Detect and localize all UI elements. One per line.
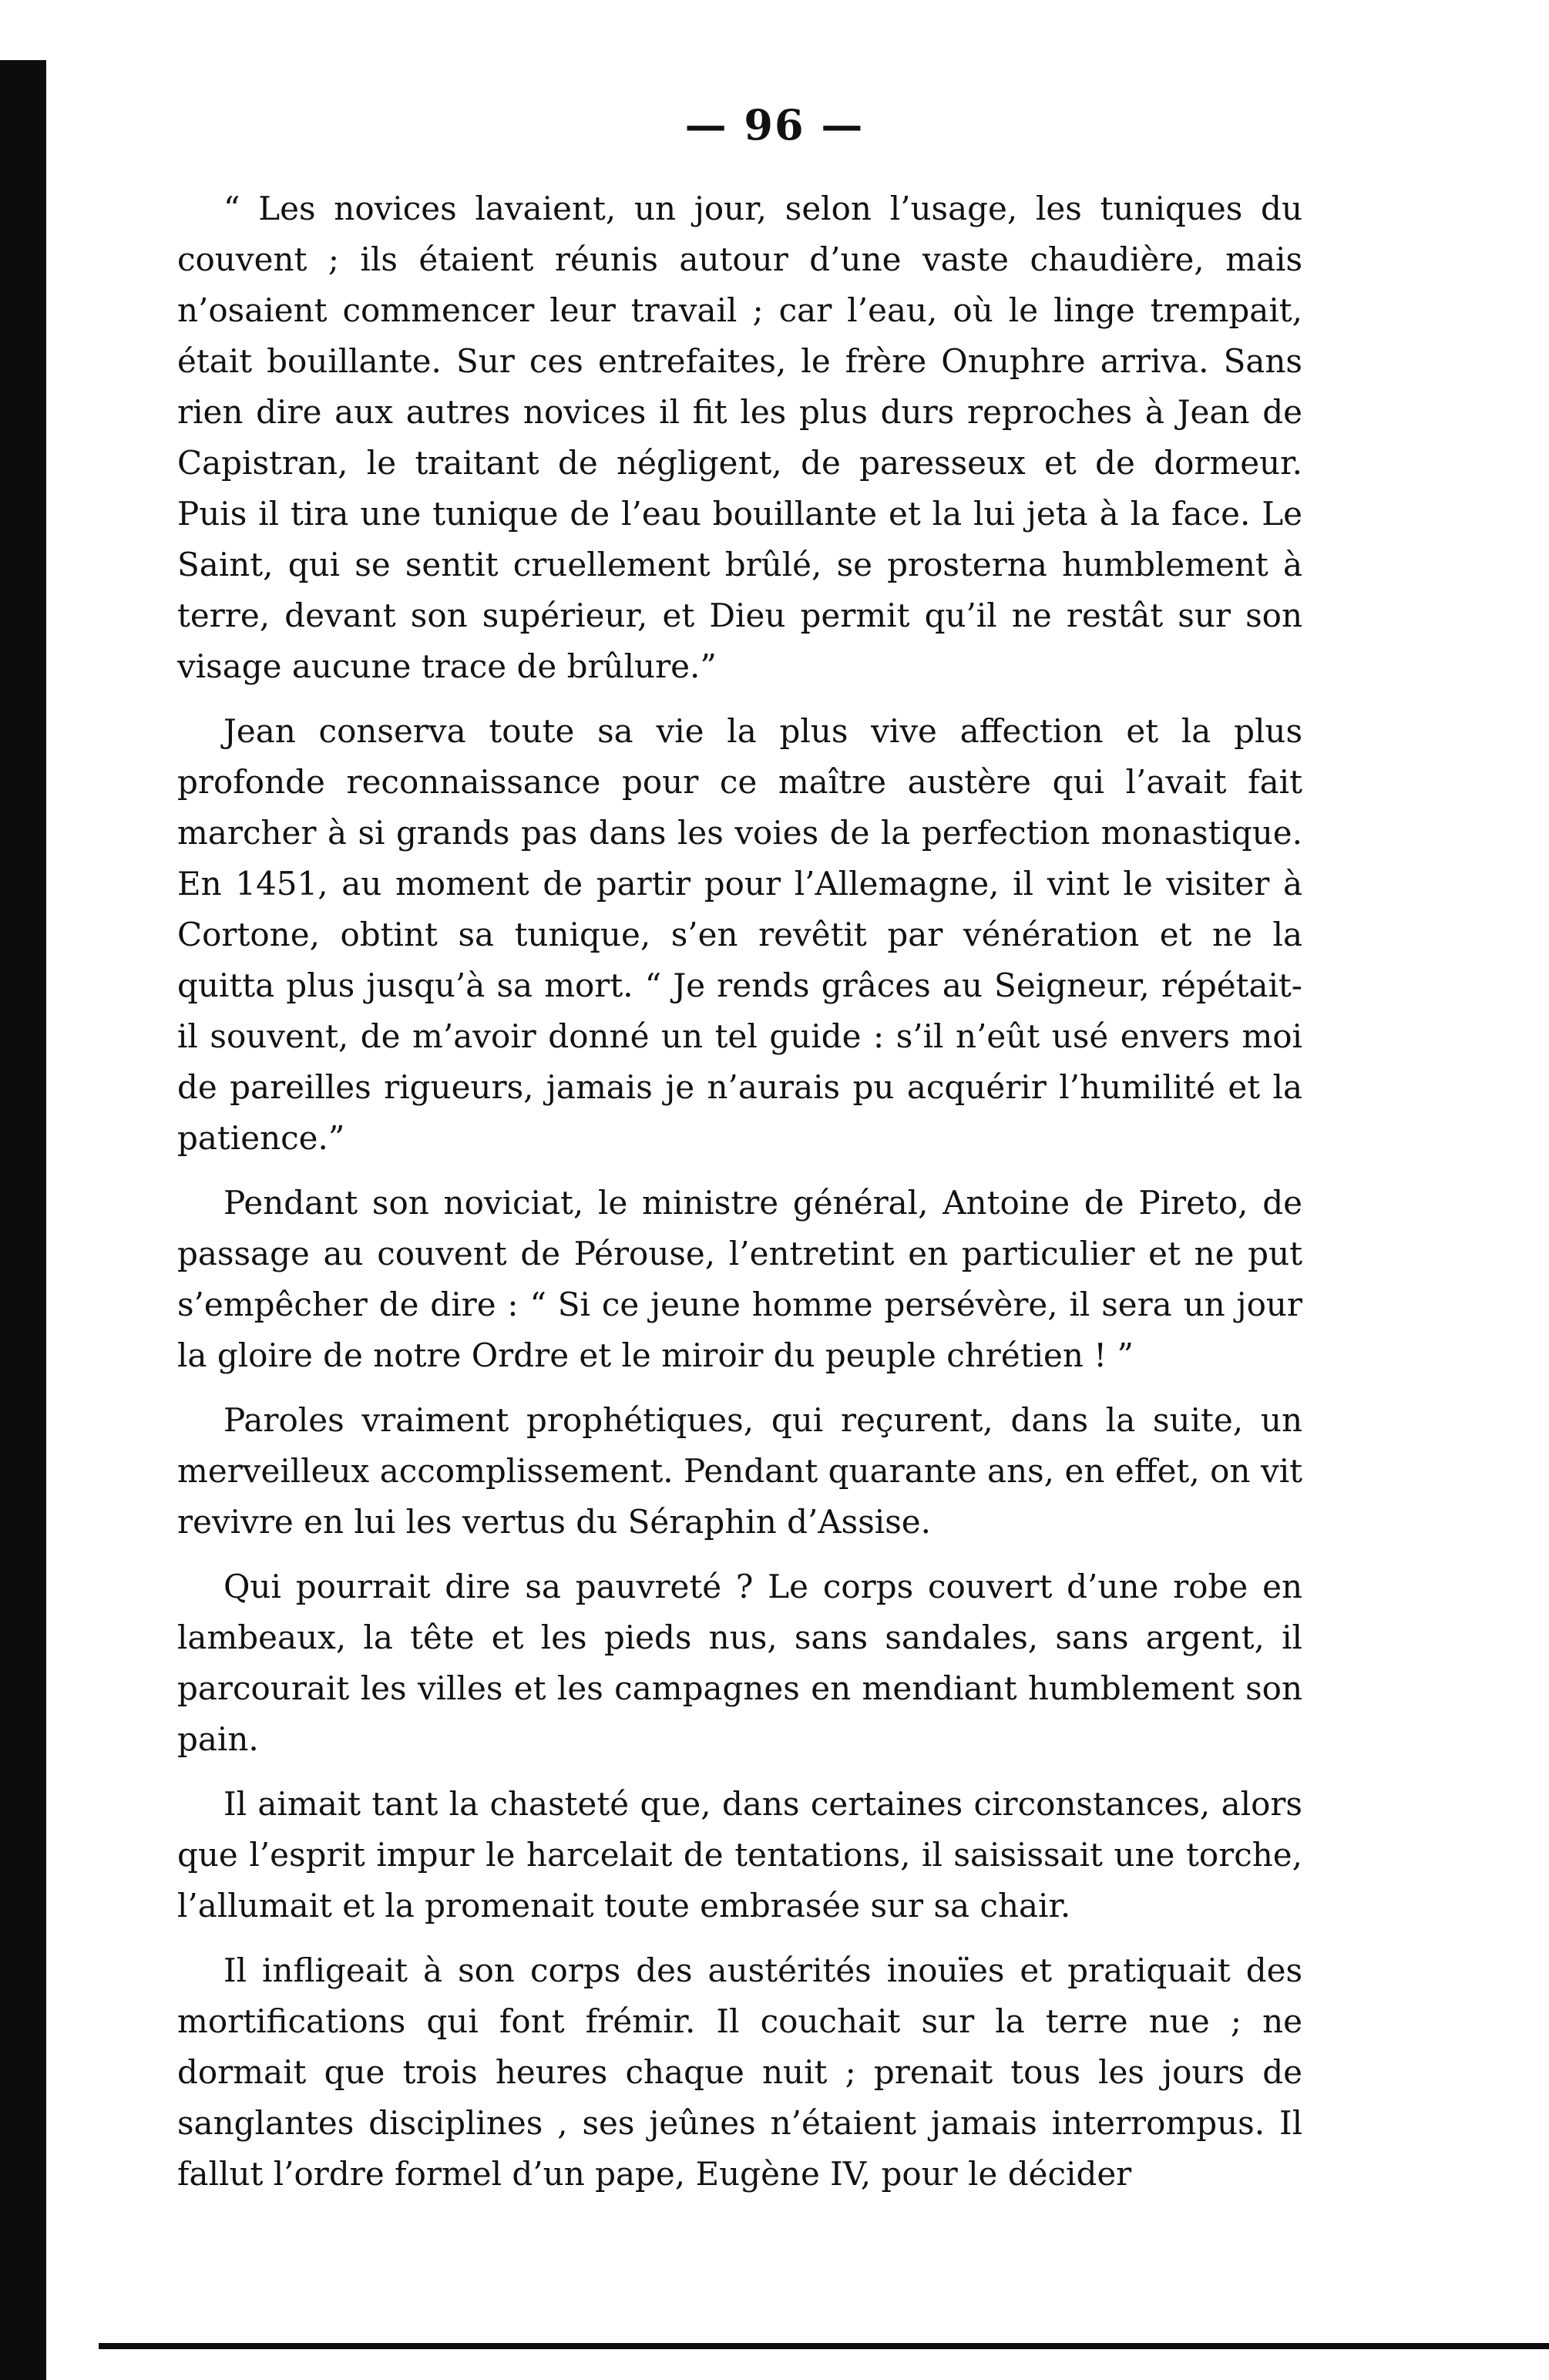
paragraph-1: “ Les novices lavaient, un jour, selon l’usage, les tuniques du couvent ; ils étaient réunis autour d’une vaste chaudière, mais n’osaient commencer leur travail ; car l’eau, où le linge trempait, était bouillante. Sur ces entrefaites, le frère Onuphre arriva. Sans rien dire aux autres novices il fit les plus durs reproches à Jean de Capistran, le traitant de négligent, de paresseux et de dormeur. Puis il tira une tunique de l’eau bouillante et la lui jeta à la face. Le Saint, qui se sentit cruellement brûlé, se prosterna humblement à terre, devant son supérieur, et Dieu permit qu’il ne restât sur son visage aucune trace de brûlure.” <box>177 190 1302 685</box>
bottom-rule <box>99 2343 1549 2349</box>
paragraph-5: Qui pourrait dire sa pauvreté ? Le corps couvert d’une robe en lambeaux, la tête et les pieds nus, sans sandales, sans argent, il parcourait les villes et les campagnes en mendiant humblement son pain. <box>177 1568 1302 1758</box>
paragraph-7: Il infligeait à son corps des austérités inouïes et pratiquait des mortifications qui font frémir. Il couchait sur la terre nue ; ne dormait que trois heures chaque nuit ; prenait tous les jours de sanglantes disciplines , ses jeûnes n’étaient jamais interrompus. Il fallut l’ordre formel d’un pape, Eugène IV, pour le décider <box>177 1951 1302 2193</box>
paragraph-2: Jean conserva toute sa vie la plus vive affection et la plus profonde reconnaissance pour ce maître austère qui l’avait fait marcher à si grands pas dans les voies de la perfection monastique. En 1451, au moment de partir pour l’Allemagne, il vint le visiter à Cortone, obtint sa tunique, s’en revêtit par vénération et ne la quitta plus jusqu’à sa mort. “ Je rends grâces au Seigneur, répétait-il souvent, de m’avoir donné un tel guide : s’il n’eût usé envers moi de pareilles rigueurs, jamais je n’aurais pu acquérir l’humilité et la patience.” <box>177 712 1302 1157</box>
paragraph-4: Paroles vraiment prophétiques, qui reçurent, dans la suite, un merveilleux accomplissement. Pendant quarante ans, en effet, on vit revivre en lui les vertus du Séraphin d’Assise. <box>177 1401 1302 1541</box>
paragraph-6: Il aimait tant la chasteté que, dans certaines circonstances, alors que l’esprit impur le harcelait de tentations, il saisissait une torche, l’allumait et la promenait toute embrasée sur sa chair. <box>177 1785 1302 1925</box>
page-number: — 96 — <box>684 100 865 150</box>
paragraph-3: Pendant son noviciat, le ministre général, Antoine de Pireto, de passage au couvent de Pérouse, l’entretint en particulier et ne put s’empêcher de dire : “ Si ce jeune homme persévère, il sera un jour la gloire de notre Ordre et le miroir du peuple chrétien ! ” <box>177 1184 1302 1374</box>
body-text <box>177 183 1302 2200</box>
binding-shadow <box>0 60 46 2380</box>
